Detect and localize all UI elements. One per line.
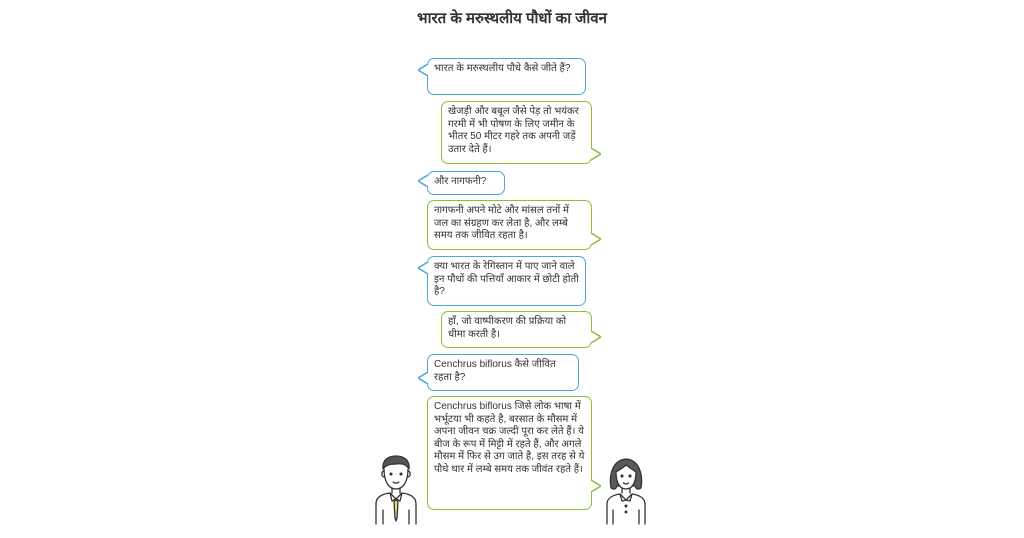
bubble-tail bbox=[589, 331, 601, 345]
chat-bubble-answer-3 bbox=[441, 311, 592, 348]
chat-bubble-question-4 bbox=[427, 354, 579, 391]
bubble-text: Cenchrus biflorus जिसे लोक भाषा में भर्भूटया भी कहते है, बरसात के मौसम में अपना जीवन चक्र जल्दी पूरा कर लेते हैं। ये बीज के रूप में मिट्टी में रहते हैं, और अगले मौसम में फिर से उग जाते है, इस तरह से ये पौधे थार में लम्बे समय तक जीवंत रहते हैं। bbox=[434, 401, 585, 475]
chat-bubble-answer-2 bbox=[427, 200, 592, 250]
bubble-tail bbox=[418, 262, 430, 276]
bubble-text: Cenchrus biflorus कैसे जीवित रहता है? bbox=[434, 359, 556, 383]
chat-bubble-question-2 bbox=[427, 171, 505, 195]
page-title: भारत के मरुस्थलीय पौधों का जीवन bbox=[417, 10, 607, 27]
chat-bubble-answer-1 bbox=[441, 101, 592, 164]
bubble-text: खेजड़ी और बबूल जैसे पेड़ तो भयंकर गरमी में भी पोषण के लिए जमीन के भीतर 50 मीटर गहरे तक अपनी जड़ें उतार देते हैं। bbox=[448, 106, 579, 155]
bubble-tail bbox=[589, 233, 601, 247]
bubble-text: हाँ, जो वाष्पीकरण की प्रक्रिया को धीमा करती है। bbox=[448, 316, 567, 340]
bubble-text: भारत के मरुस्थलीय पौधे कैसे जीते हैं? bbox=[434, 63, 571, 74]
man-avatar-icon bbox=[372, 452, 420, 528]
chat-bubble-answer-4 bbox=[427, 396, 592, 510]
bubble-text: और नागफनी? bbox=[434, 176, 487, 187]
chat-bubble-question-1 bbox=[427, 58, 586, 95]
bubble-text: नागफनी अपने मोटे और मांसल तनों में जल का संग्रहण कर लेता है, और लम्बे समय तक जीवित रहता है। bbox=[434, 205, 570, 241]
bubble-tail bbox=[418, 372, 430, 386]
bubble-text: क्या भारत के रेगिस्तान में पाए जाने वाले इन पौधों की पत्तियाँ आकार में छोटी होती है? bbox=[434, 261, 579, 297]
bubble-tail bbox=[589, 148, 601, 162]
woman-avatar-icon bbox=[603, 454, 649, 528]
chat-bubble-question-3 bbox=[427, 256, 586, 306]
bubble-tail bbox=[418, 64, 430, 78]
bubble-tail bbox=[589, 480, 601, 494]
bubble-tail bbox=[418, 175, 430, 189]
